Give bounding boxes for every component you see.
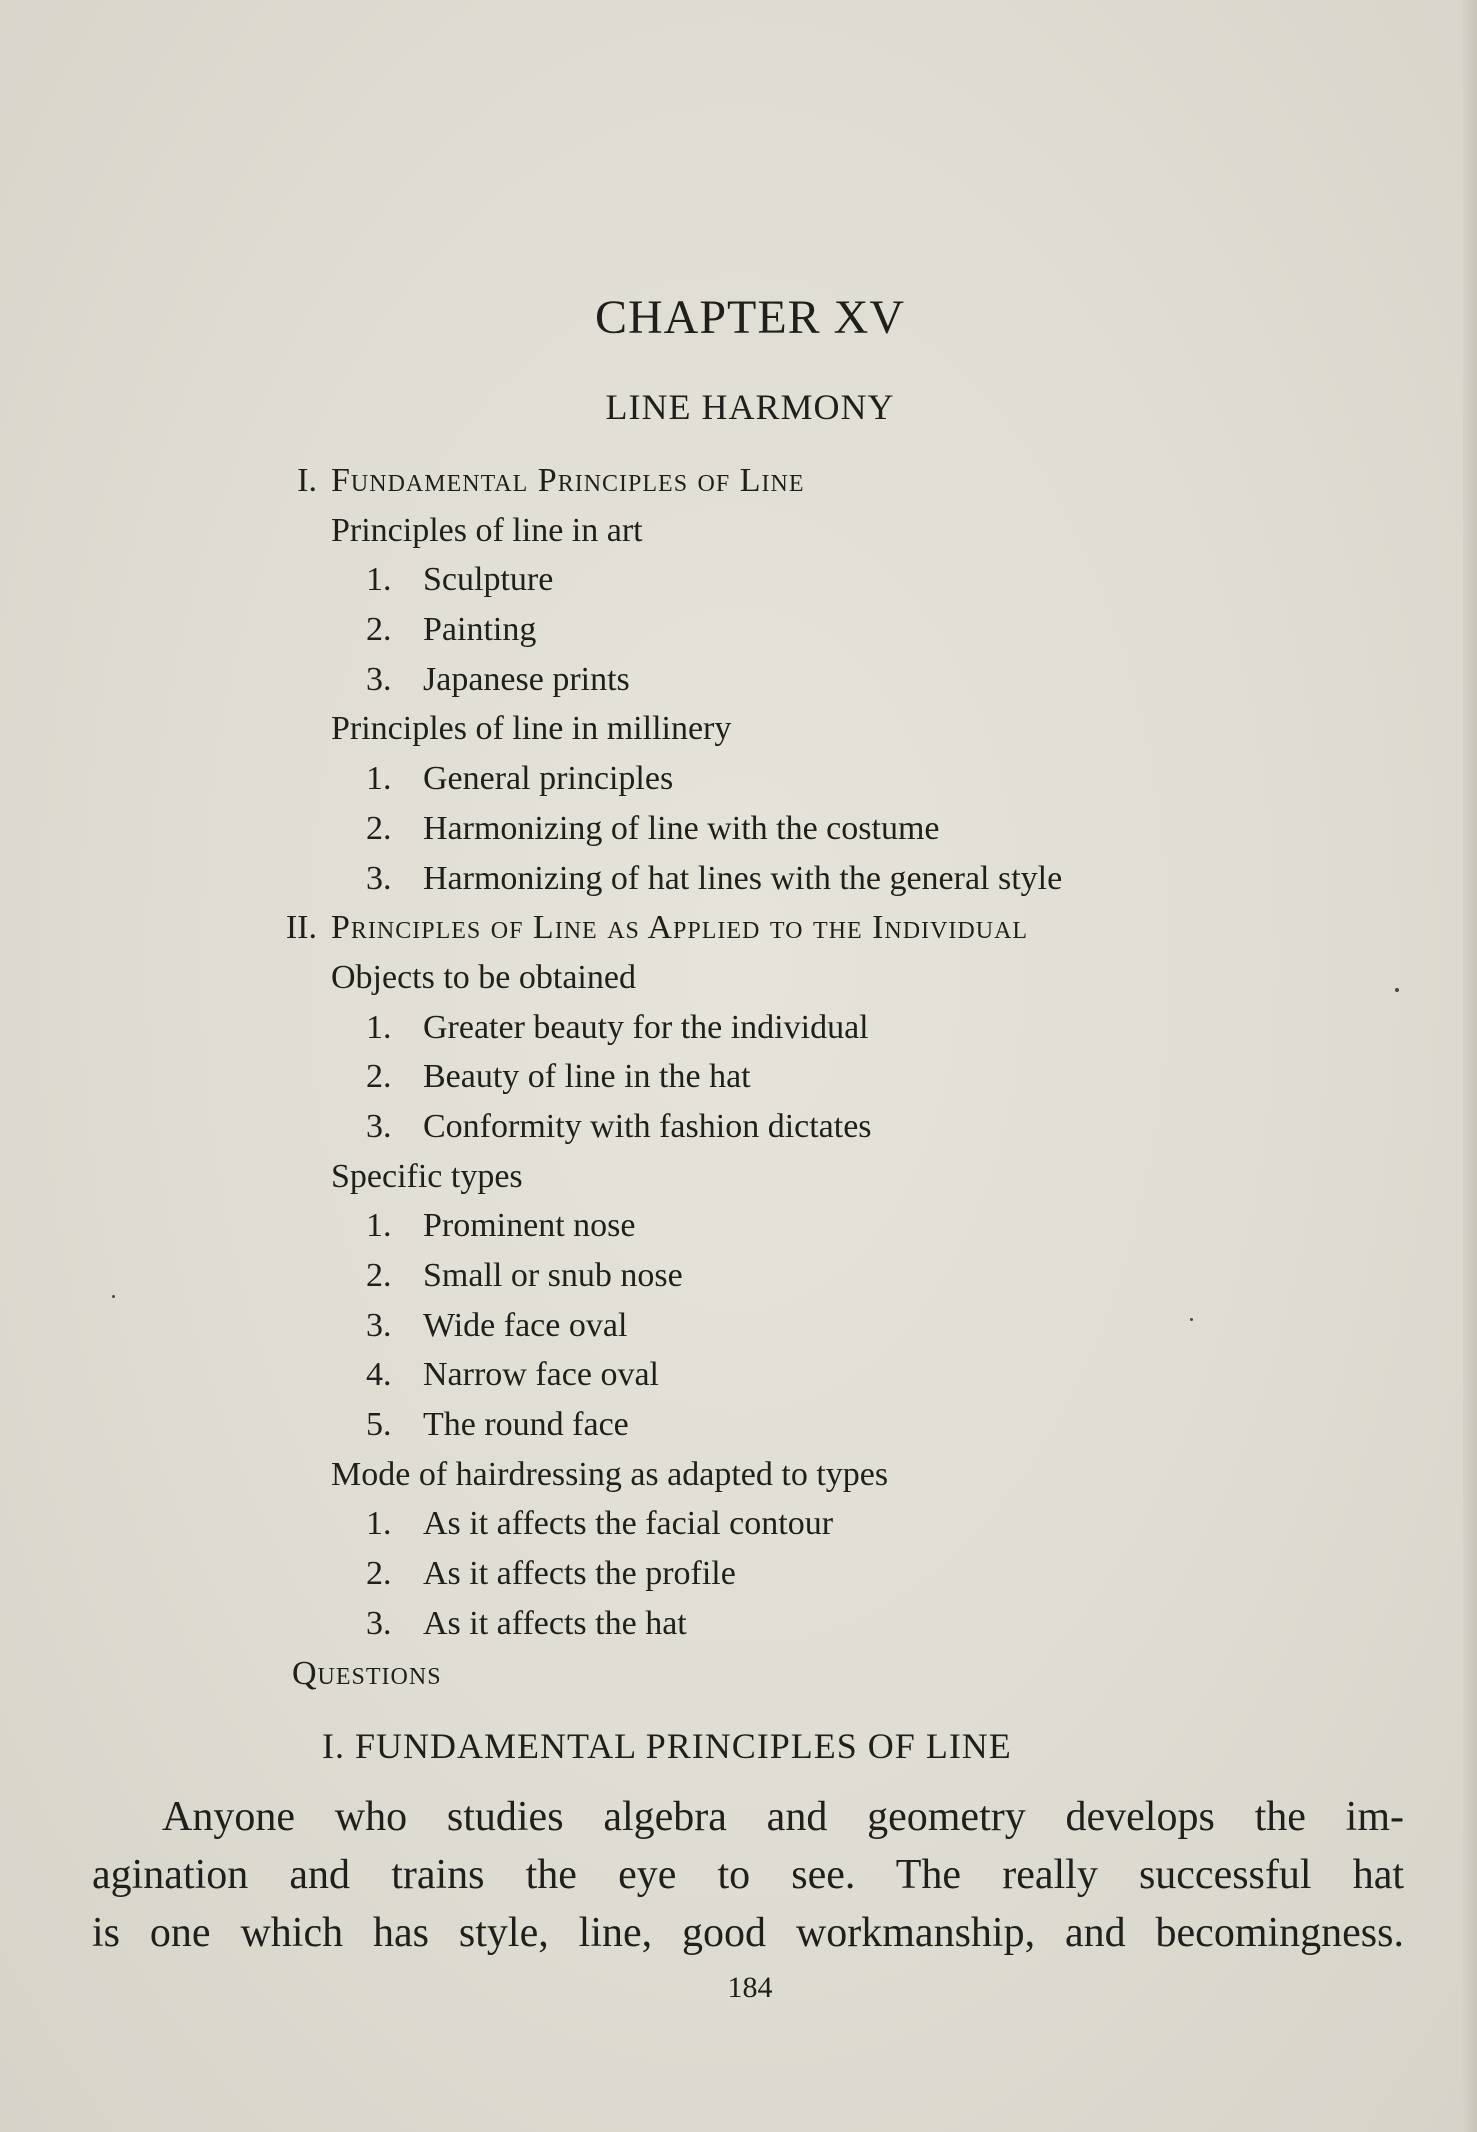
outline-group-label [0,704,1477,754]
item-number: 1. [366,760,392,798]
group-label-text: Principles of line in millinery [331,710,732,748]
item-number: 3. [366,1604,392,1642]
section-heading-text: Principles of Line as Applied to the Individual [331,909,1029,947]
outline-item [0,605,1477,655]
outline-item [0,1003,1477,1053]
outline-group-label [0,953,1477,1003]
group-label-text: Specific types [331,1157,523,1195]
questions-label: Questions [292,1654,442,1692]
item-text: Wide face oval [423,1306,628,1344]
section-numeral: II. [285,909,317,947]
item-number: 2. [366,1555,392,1593]
outline-item [0,1549,1477,1599]
outline-item [0,754,1477,804]
item-text: Conformity with fashion dictates [423,1107,872,1145]
chapter-title: CHAPTER XV [594,291,906,344]
paragraph-line: Anyone who studies algebra and geometry develops the im- [162,1794,1404,1840]
group-label-text: Principles of line in art [331,511,643,549]
outline-group-label [0,1152,1477,1202]
chapter-outline [0,456,1477,1698]
chapter-subtitle: LINE HARMONY [605,387,895,427]
item-text: Small or snub nose [423,1257,683,1294]
paper-speck [1190,1318,1193,1321]
paper-speck [112,1295,115,1298]
item-number: 2. [366,611,392,649]
item-text: Harmonizing of line with the costume [423,809,940,847]
item-text: Painting [423,611,537,649]
outline-item [0,854,1477,904]
section-numeral: I. [297,462,317,499]
outline-item [0,655,1477,705]
item-text: Narrow face oval [423,1356,659,1394]
outline-item [0,1599,1477,1649]
item-text: Beauty of line in the hat [423,1058,751,1096]
item-number: 1. [366,561,392,599]
outline-item [0,555,1477,605]
item-number: 3. [366,1306,392,1344]
outline-questions [0,1649,1477,1699]
outline-group-label [0,506,1477,556]
item-number: 3. [366,1107,392,1145]
item-number: 2. [366,1257,392,1294]
outline-item [0,1201,1477,1251]
item-text: As it affects the hat [423,1604,687,1642]
outline-section-heading [0,903,1477,953]
item-text: Sculpture [423,561,554,599]
paper-speck [1395,988,1399,992]
outline-item [0,1052,1477,1102]
item-number: 4. [366,1356,392,1394]
item-number: 1. [366,1207,392,1245]
outline-item [0,804,1477,854]
outline-item [0,1499,1477,1549]
paragraph-line: agination and trains the eye to see. The really successful hat [92,1852,1404,1898]
paragraph-line: is one which has style, line, good workmanship, and becomingness. [92,1910,1404,1956]
group-label-text: Mode of hairdressing as adapted to types [331,1455,889,1493]
outline-item [0,1350,1477,1400]
section-heading: I. FUNDAMENTAL PRINCIPLES OF LINE [322,1726,1012,1766]
item-text: Japanese prints [423,660,630,698]
item-number: 1. [366,1505,392,1543]
outline-item [0,1102,1477,1152]
outline-item [0,1251,1477,1301]
item-number: 1. [366,1008,392,1046]
body-paragraph [92,1788,1404,1962]
item-number: 2. [366,1058,392,1096]
outline-item [0,1400,1477,1450]
item-text: As it affects the facial contour [423,1505,834,1543]
item-text: The round face [423,1406,629,1444]
outline-section-heading [0,456,1477,506]
section-heading-text: Fundamental Principles of Line [331,462,805,499]
group-label-text: Objects to be obtained [331,958,636,996]
item-text: Greater beauty for the individual [423,1008,869,1046]
item-number: 5. [366,1406,392,1444]
item-text: General principles [423,760,674,798]
item-text: Harmonizing of hat lines with the general style [423,859,1063,897]
item-text: Prominent nose [423,1207,636,1245]
outline-group-label [0,1450,1477,1500]
item-number: 3. [366,660,392,698]
item-text: As it affects the profile [423,1555,736,1593]
outline-item [0,1301,1477,1351]
item-number: 3. [366,859,392,897]
page-number: 184 [727,1971,773,2004]
item-number: 2. [366,809,392,847]
